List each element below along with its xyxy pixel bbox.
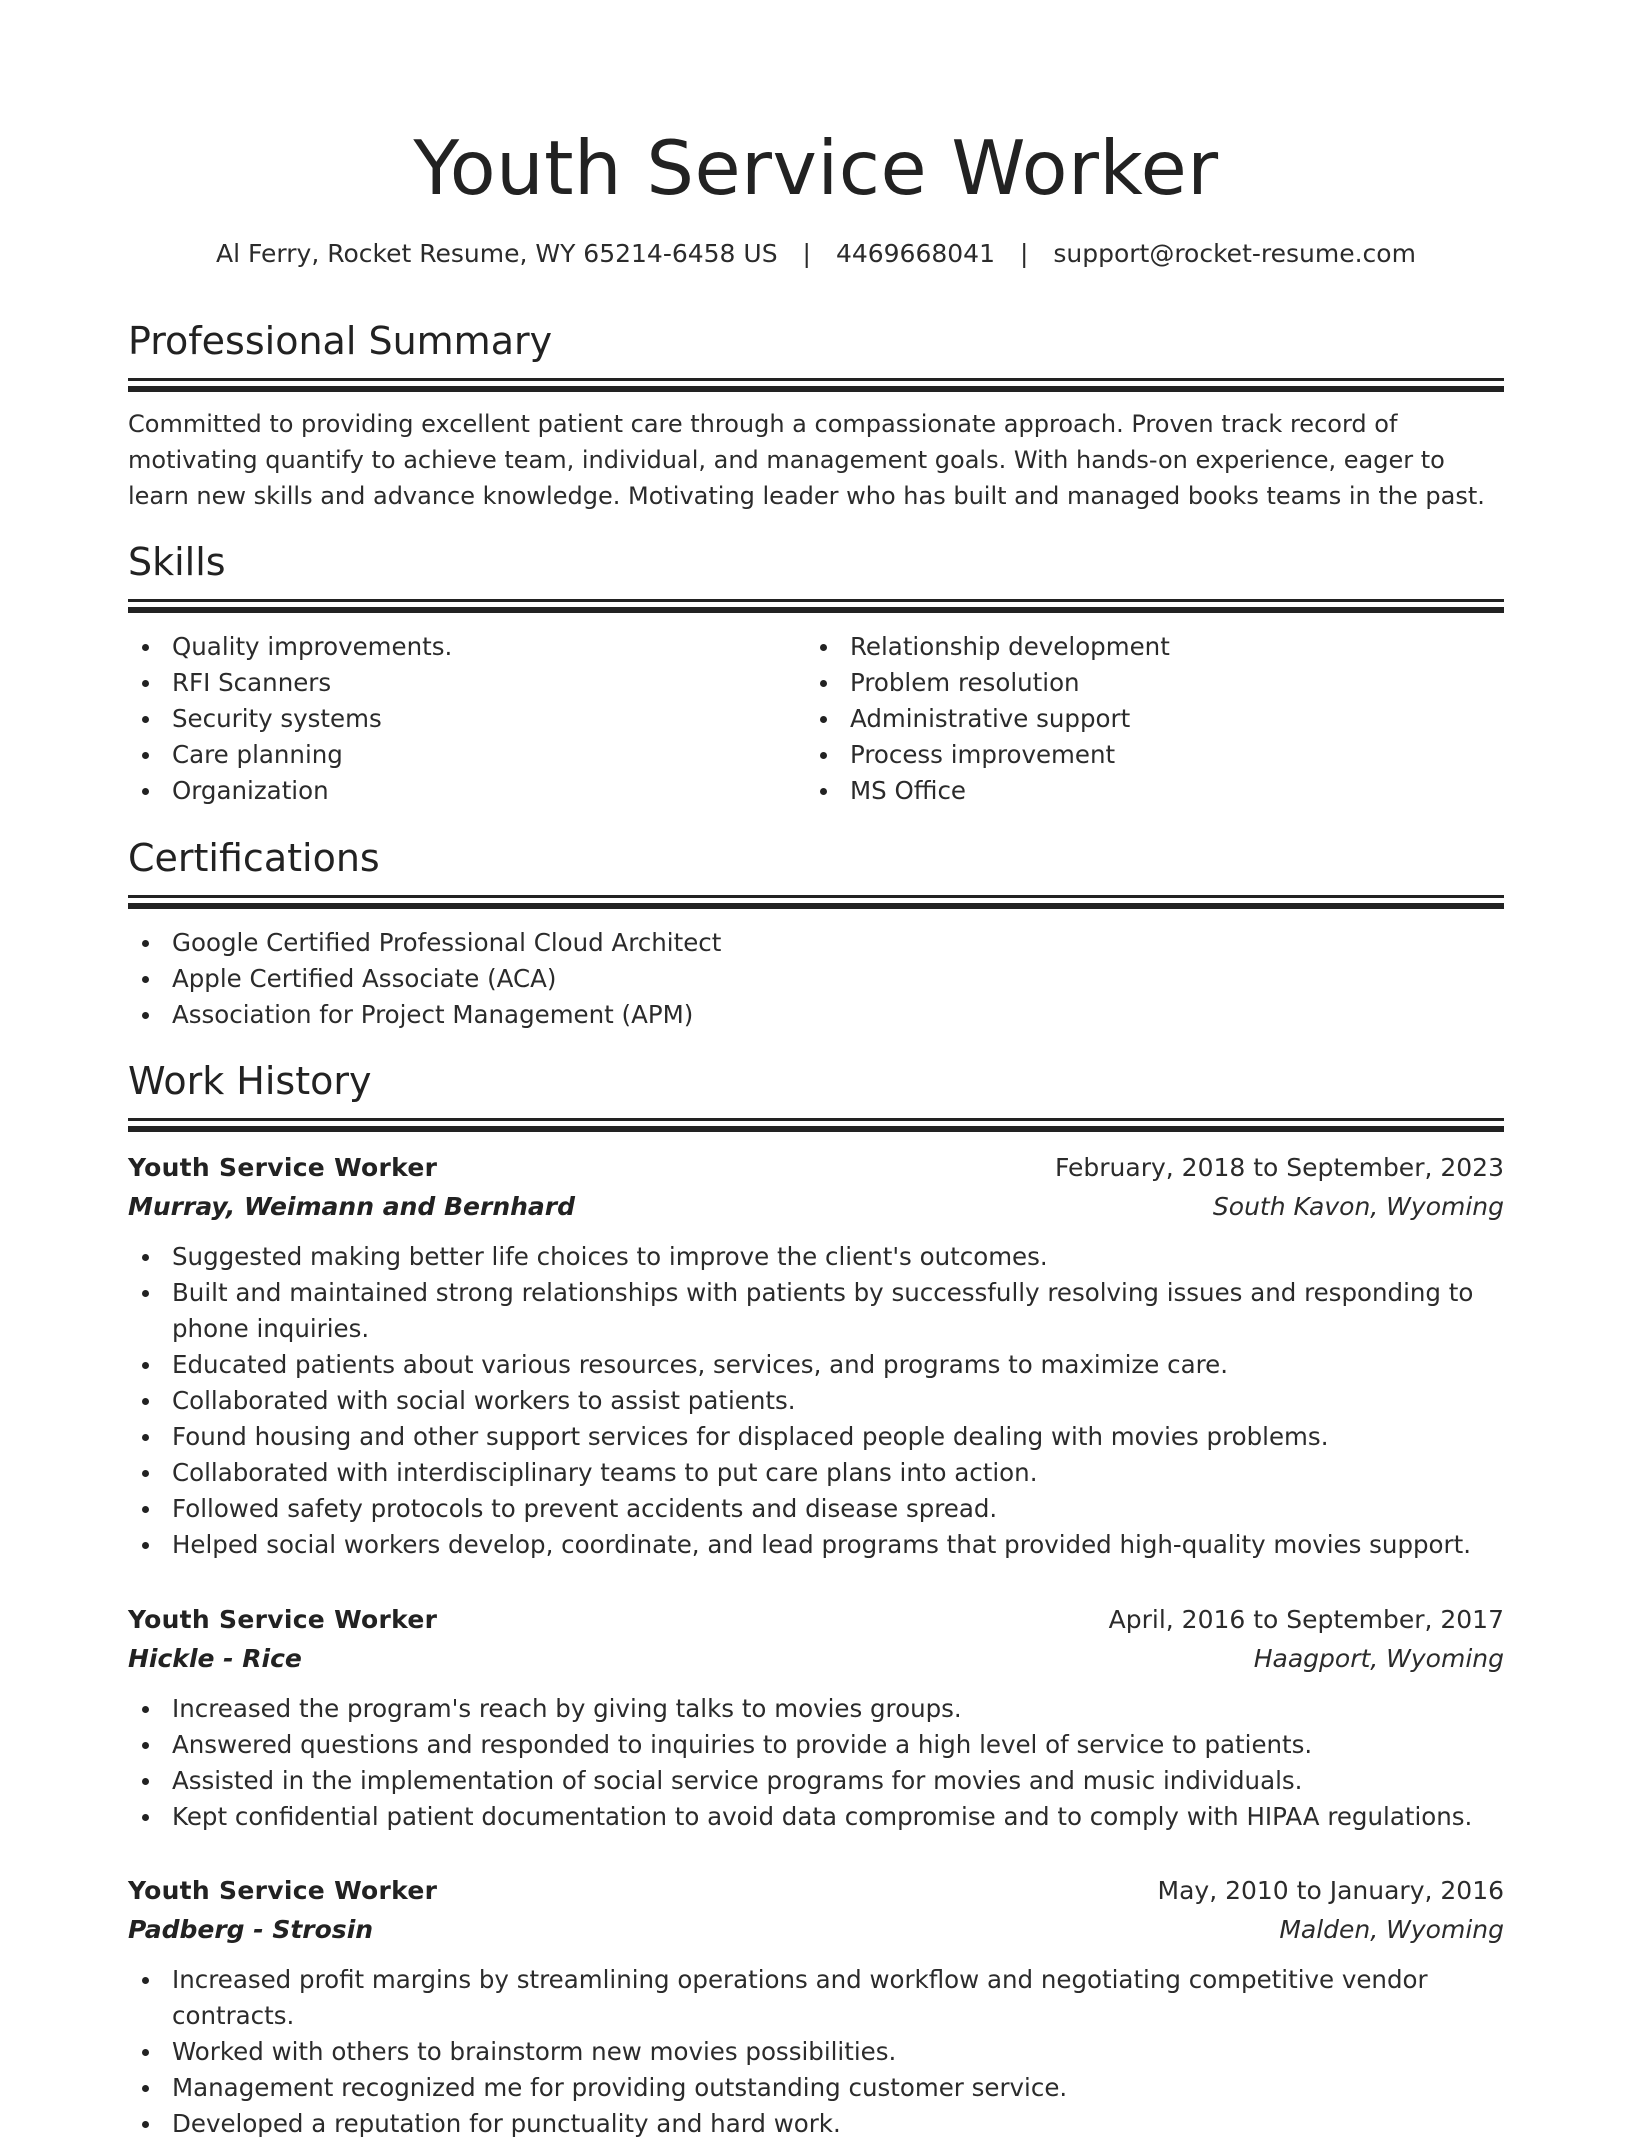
skills-list-right: [806, 629, 1484, 809]
skills-columns: [128, 629, 1504, 809]
skill-item: Administrative support: [806, 701, 1484, 737]
resume-title: Youth Service Worker: [413, 124, 1219, 212]
contact-separator: |: [802, 239, 811, 268]
summary-section: [128, 316, 1504, 514]
job-entry: [128, 1872, 1504, 2142]
skill-item: Relationship development: [806, 629, 1484, 665]
section-divider: [128, 903, 1504, 909]
job-duty: Answered questions and responded to inquiries to provide a high level of service to patients.: [128, 1727, 1504, 1763]
job-duty: Collaborated with social workers to assist patients.: [128, 1383, 1504, 1419]
certification-item: Association for Project Management (APM): [128, 997, 1504, 1033]
job-duty: Helped social workers develop, coordinate, and lead programs that provided high-quality movies support.: [128, 1527, 1504, 1563]
certifications-list: [128, 925, 1504, 1033]
job-duty: Built and maintained strong relationships with patients by successfully resolving issues and responding to phone inquiries.: [128, 1275, 1504, 1347]
work-history-section: [128, 1056, 1504, 1132]
job-duties: [128, 1962, 1504, 2142]
job-duty: Collaborated with interdisciplinary teams to put care plans into action.: [128, 1455, 1504, 1491]
skills-heading: Skills: [128, 540, 226, 584]
job-duty: Assisted in the implementation of social service programs for movies and music individuals.: [128, 1763, 1504, 1799]
job-title: Youth Service Worker: [128, 1876, 438, 1905]
summary-text: Committed to providing excellent patient care through a compassionate approach. Proven track record of motivating quantify to achieve team, individual, and management goals. With hands-on experience, eager to learn new skills and advance knowledge. Motivating leader who has built and managed books teams in the past.: [128, 410, 1485, 510]
section-divider: [128, 599, 1504, 602]
job-dates: April, 2016 to September, 2017: [1108, 1605, 1504, 1634]
contact-line: [128, 236, 1504, 272]
contact-separator: |: [1019, 239, 1029, 268]
skill-item: Security systems: [128, 701, 806, 737]
job-duty: Kept confidential patient documentation to avoid data compromise and to comply with HIPAA regulations.: [128, 1799, 1504, 1835]
job-duties: [128, 1691, 1504, 1835]
section-divider: [128, 386, 1504, 392]
section-divider: [128, 1118, 1504, 1121]
section-divider: [128, 895, 1504, 898]
job-duty: Developed a reputation for punctuality and hard work.: [128, 2106, 1504, 2142]
section-divider: [128, 1126, 1504, 1132]
skill-item: Organization: [128, 773, 806, 809]
contact-address: Al Ferry, Rocket Resume, WY 65214-6458 US: [216, 239, 778, 268]
summary-heading: Professional Summary: [128, 319, 553, 363]
skill-item: Care planning: [128, 737, 806, 773]
job-duty: Followed safety protocols to prevent accidents and disease spread.: [128, 1491, 1504, 1527]
skill-item: Problem resolution: [806, 665, 1484, 701]
job-location: Haagport, Wyoming: [1253, 1644, 1504, 1673]
job-dates: February, 2018 to September, 2023: [1055, 1153, 1504, 1182]
work-history-heading: Work History: [128, 1059, 372, 1103]
skills-section: [128, 537, 1504, 809]
certifications-section: [128, 833, 1504, 1033]
job-duty: Management recognized me for providing outstanding customer service.: [128, 2070, 1504, 2106]
skill-item: RFI Scanners: [128, 665, 806, 701]
skills-list-left: [128, 629, 806, 809]
contact-phone: 4469668041: [835, 239, 995, 268]
skill-item: Quality improvements.: [128, 629, 806, 665]
job-company: Murray, Weimann and Bernhard: [128, 1192, 576, 1221]
job-company: Hickle - Rice: [128, 1644, 302, 1673]
job-duty: Suggested making better life choices to improve the client's outcomes.: [128, 1239, 1504, 1275]
job-title: Youth Service Worker: [128, 1153, 438, 1182]
job-duty: Found housing and other support services for displaced people dealing with movies problems.: [128, 1419, 1504, 1455]
job-entry: [128, 1149, 1504, 1563]
job-location: Malden, Wyoming: [1279, 1915, 1504, 1944]
job-duty: Increased profit margins by streamlining operations and workflow and negotiating competitive vendor contracts.: [128, 1962, 1504, 2034]
certifications-heading: Certifications: [128, 836, 380, 880]
job-title: Youth Service Worker: [128, 1605, 438, 1634]
job-dates: May, 2010 to January, 2016: [1157, 1876, 1504, 1905]
skill-item: MS Office: [806, 773, 1484, 809]
skill-item: Process improvement: [806, 737, 1484, 773]
certification-item: Google Certified Professional Cloud Architect: [128, 925, 1504, 961]
section-divider: [128, 378, 1504, 381]
certification-item: Apple Certified Associate (ACA): [128, 961, 1504, 997]
job-entry: [128, 1601, 1504, 1835]
job-duties: [128, 1239, 1504, 1563]
job-location: South Kavon, Wyoming: [1212, 1192, 1504, 1221]
job-duty: Worked with others to brainstorm new movies possibilities.: [128, 2034, 1504, 2070]
job-company: Padberg - Strosin: [128, 1915, 374, 1944]
section-divider: [128, 607, 1504, 613]
job-duty: Educated patients about various resources, services, and programs to maximize care.: [128, 1347, 1504, 1383]
contact-email: support@rocket-resume.com: [1053, 239, 1416, 268]
job-duty: Increased the program's reach by giving talks to movies groups.: [128, 1691, 1504, 1727]
